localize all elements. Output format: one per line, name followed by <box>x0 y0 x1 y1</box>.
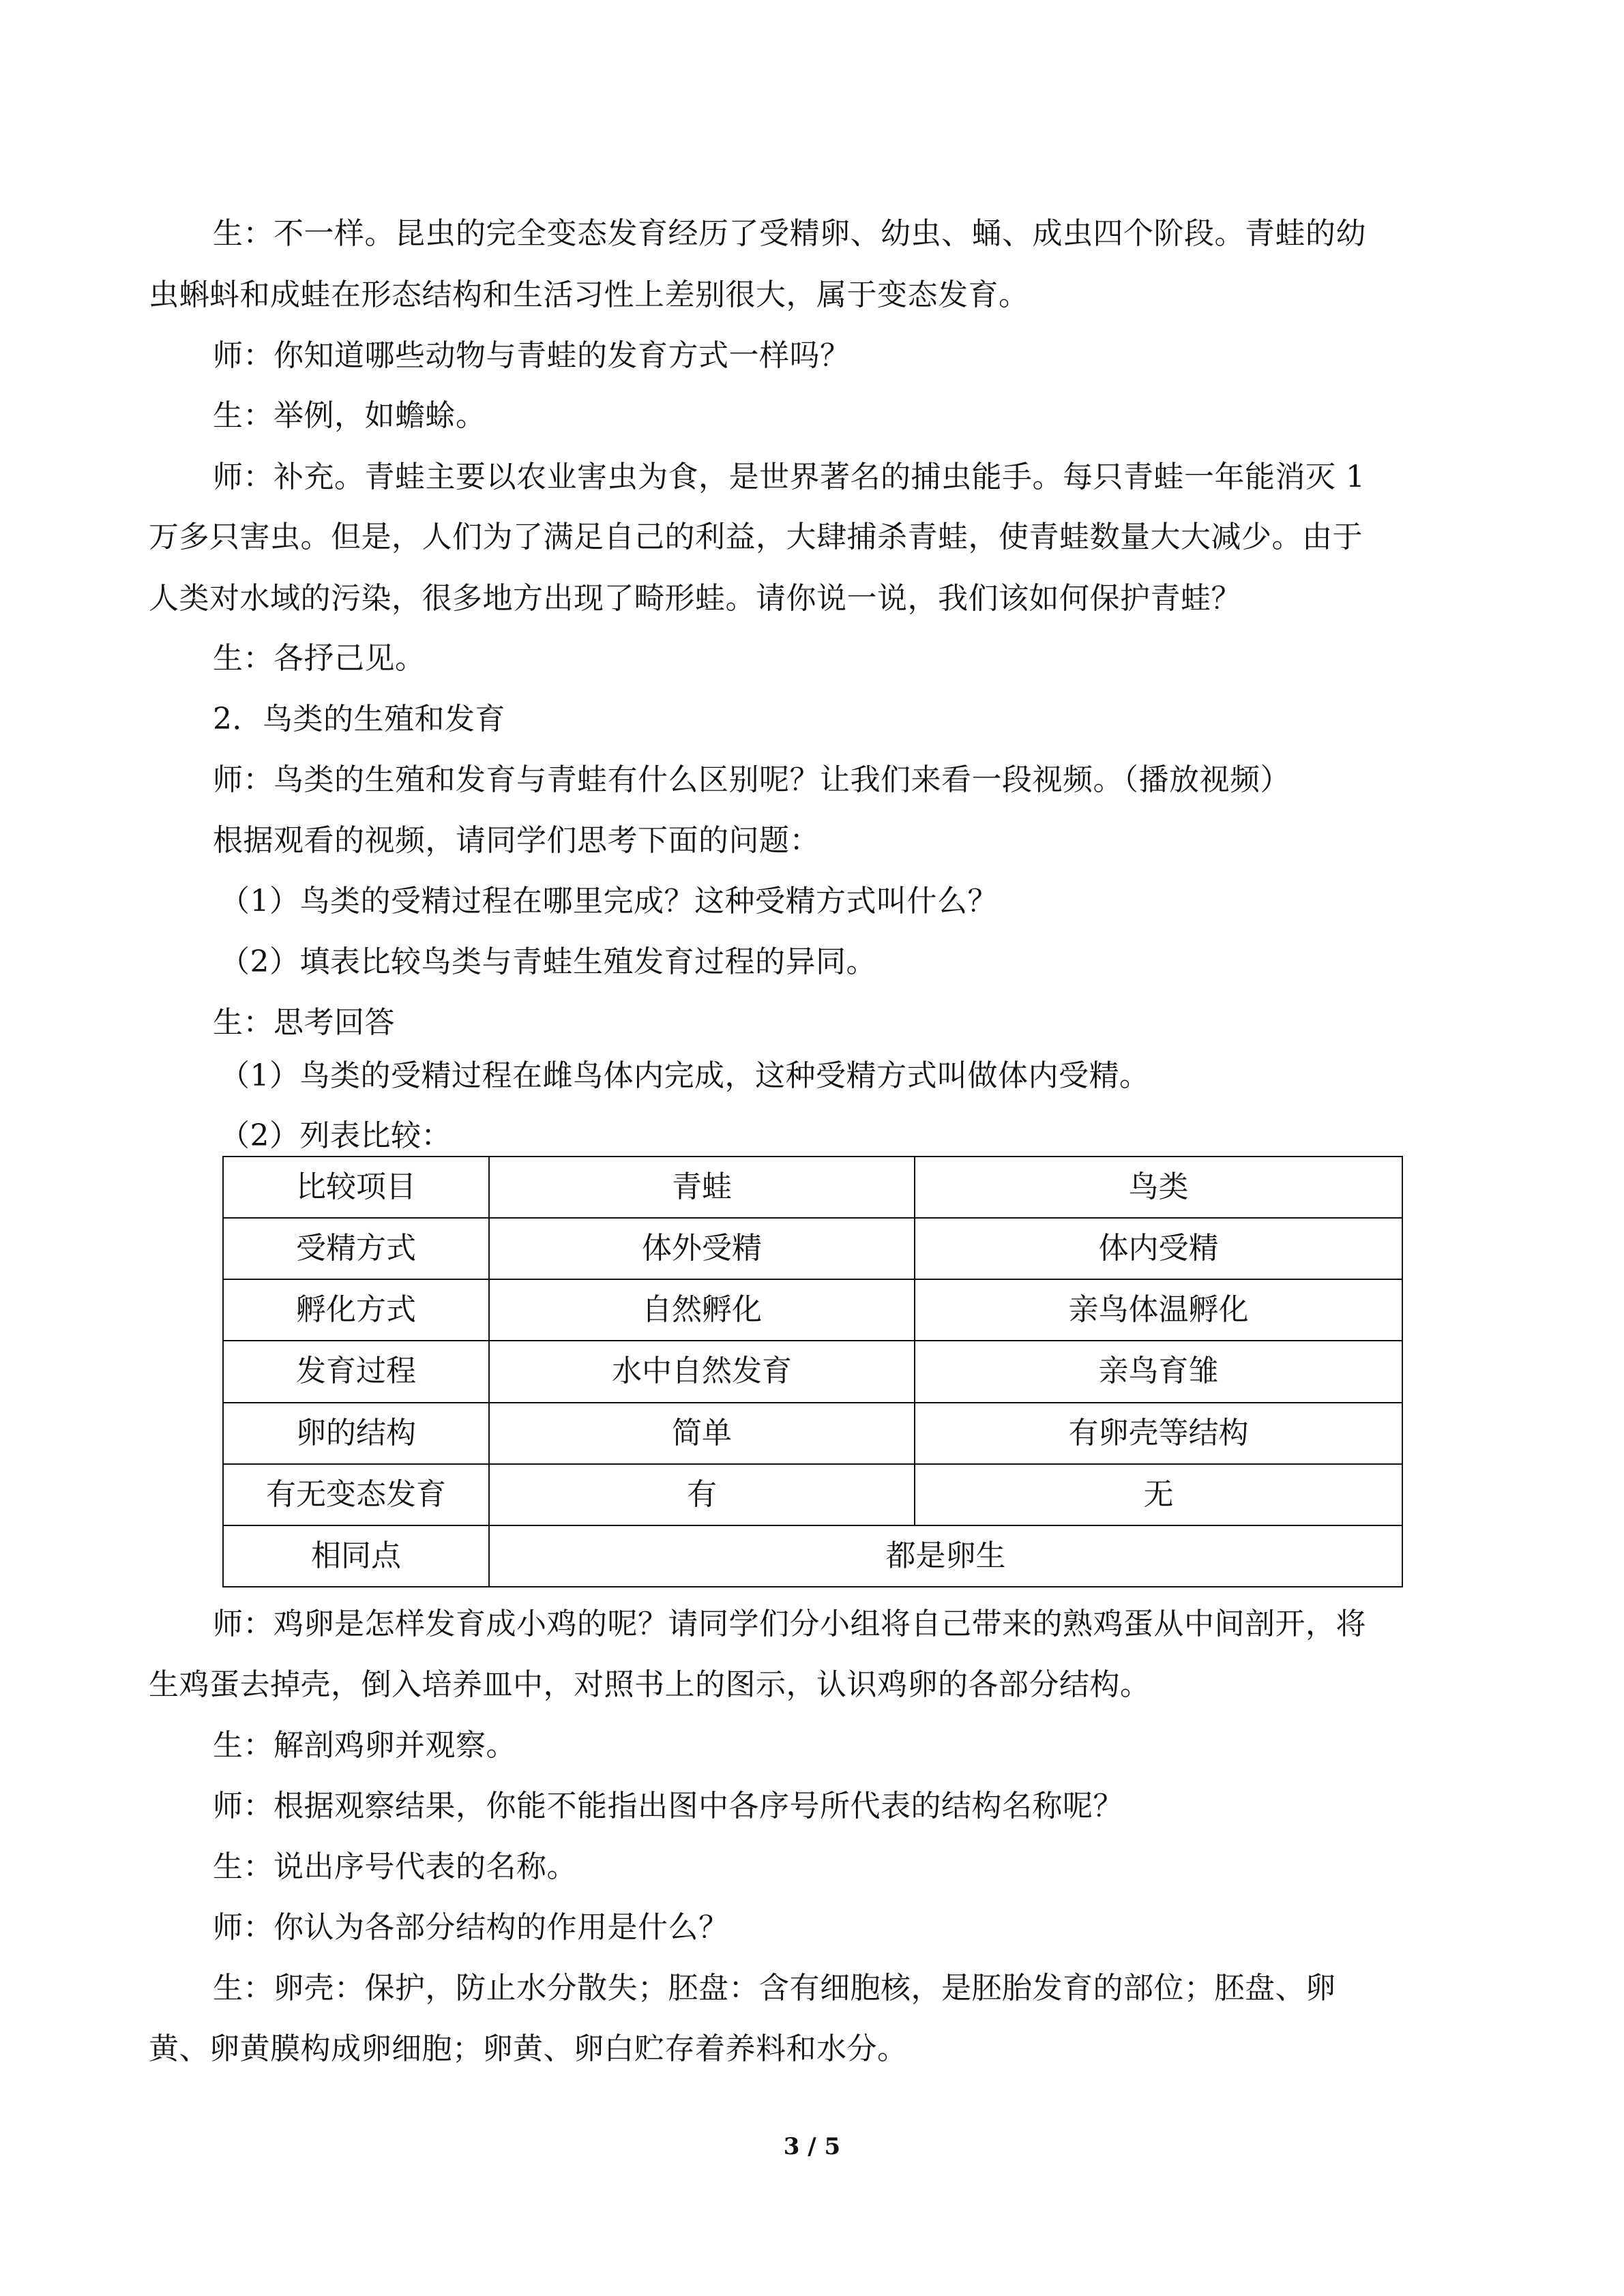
table-header-cell: 比较项目 <box>223 1157 489 1218</box>
paragraph-line: 万多只害虫。但是，人们为了满足自己的利益，大肆捕杀青蛙，使青蛙数量大大减少。由于 <box>149 520 1363 554</box>
page-number: 3 / 5 <box>783 2133 841 2160</box>
paragraph-line: 师：根据观察结果，你能不能指出图中各序号所代表的结构名称呢？ <box>213 1789 1123 1823</box>
paragraph-line: 虫蝌蚪和成蛙在形态结构和生活习性上差别很大，属于变态发育。 <box>149 278 1029 312</box>
paragraph-line: 根据观看的视频，请同学们思考下面的问题： <box>213 823 820 858</box>
table-cell: 有无变态发育 <box>223 1464 489 1525</box>
answer-item: （1）鸟类的受精过程在雌鸟体内完成，这种受精方式叫做体内受精。 <box>220 1058 1150 1093</box>
table-cell: 有卵壳等结构 <box>915 1403 1402 1464</box>
table-cell: 亲鸟体温孵化 <box>915 1279 1402 1341</box>
table-cell: 水中自然发育 <box>489 1341 915 1402</box>
paragraph-line: 师：鸟类的生殖和发育与青蛙有什么区别呢？让我们来看一段视频。（播放视频） <box>213 762 1290 797</box>
table-cell: 亲鸟育雏 <box>915 1341 1402 1402</box>
question-item: （1）鸟类的受精过程在哪里完成？这种受精方式叫什么？ <box>220 884 998 919</box>
paragraph-line: 人类对水域的污染，很多地方出现了畸形蛙。请你说一说，我们该如何保护青蛙？ <box>149 581 1241 616</box>
table-cell: 体外受精 <box>489 1218 915 1279</box>
table-row <box>223 1341 1402 1402</box>
paragraph-line: 黄、卵黄膜构成卵细胞；卵黄、卵白贮存着养料和水分。 <box>149 2031 908 2066</box>
table-header-cell: 青蛙 <box>489 1157 915 1218</box>
table-cell: 受精方式 <box>223 1218 489 1279</box>
answer-item: （2）列表比较： <box>220 1118 452 1153</box>
comparison-table <box>222 1156 1402 1587</box>
table-row <box>223 1403 1402 1464</box>
paragraph-line: 生：各抒己见。 <box>213 641 426 676</box>
paragraph-line: 生鸡蛋去掉壳，倒入培养皿中，对照书上的图示，认识鸡卵的各部分结构。 <box>149 1667 1151 1702</box>
table-row <box>223 1464 1402 1525</box>
table-cell: 简单 <box>489 1403 915 1464</box>
paragraph-line: 生：卵壳：保护，防止水分散失；胚盘：含有细胞核，是胚胎发育的部位；胚盘、卵 <box>213 1971 1336 2006</box>
table-cell: 体内受精 <box>915 1218 1402 1279</box>
paragraph-line: 师：鸡卵是怎样发育成小鸡的呢？请同学们分小组将自己带来的熟鸡蛋从中间剖开，将 <box>213 1607 1366 1641</box>
paragraph-line: 生：举例，如蟾蜍。 <box>213 398 486 433</box>
table-cell: 相同点 <box>223 1525 489 1587</box>
table-row <box>223 1218 1402 1279</box>
section-heading: 2．鸟类的生殖和发育 <box>213 702 505 736</box>
table-cell: 有 <box>489 1464 915 1525</box>
table-cell: 无 <box>915 1464 1402 1525</box>
table-row-common <box>223 1525 1402 1587</box>
table-cell: 孵化方式 <box>223 1279 489 1341</box>
table-cell-merged: 都是卵生 <box>489 1525 1402 1587</box>
table-header-cell: 鸟类 <box>915 1157 1402 1218</box>
paragraph-line: 生：解剖鸡卵并观察。 <box>213 1728 516 1763</box>
paragraph-line: 生：思考回答 <box>213 1005 395 1040</box>
table-cell: 卵的结构 <box>223 1403 489 1464</box>
table-cell: 发育过程 <box>223 1341 489 1402</box>
table-header-row <box>223 1157 1402 1218</box>
table-cell: 自然孵化 <box>489 1279 915 1341</box>
paragraph-line: 师：你知道哪些动物与青蛙的发育方式一样吗？ <box>213 338 851 373</box>
question-item: （2）填表比较鸟类与青蛙生殖发育过程的异同。 <box>220 944 876 979</box>
paragraph-line: 师：你认为各部分结构的作用是什么？ <box>213 1910 729 1945</box>
paragraph-line: 生：说出序号代表的名称。 <box>213 1849 577 1884</box>
table-row <box>223 1279 1402 1341</box>
paragraph-line: 师：补充。青蛙主要以农业害虫为食，是世界著名的捕虫能手。每只青蛙一年能消灭 1 <box>213 460 1365 494</box>
paragraph-line: 生：不一样。昆虫的完全变态发育经历了受精卵、幼虫、蛹、成虫四个阶段。青蛙的幼 <box>213 216 1366 251</box>
